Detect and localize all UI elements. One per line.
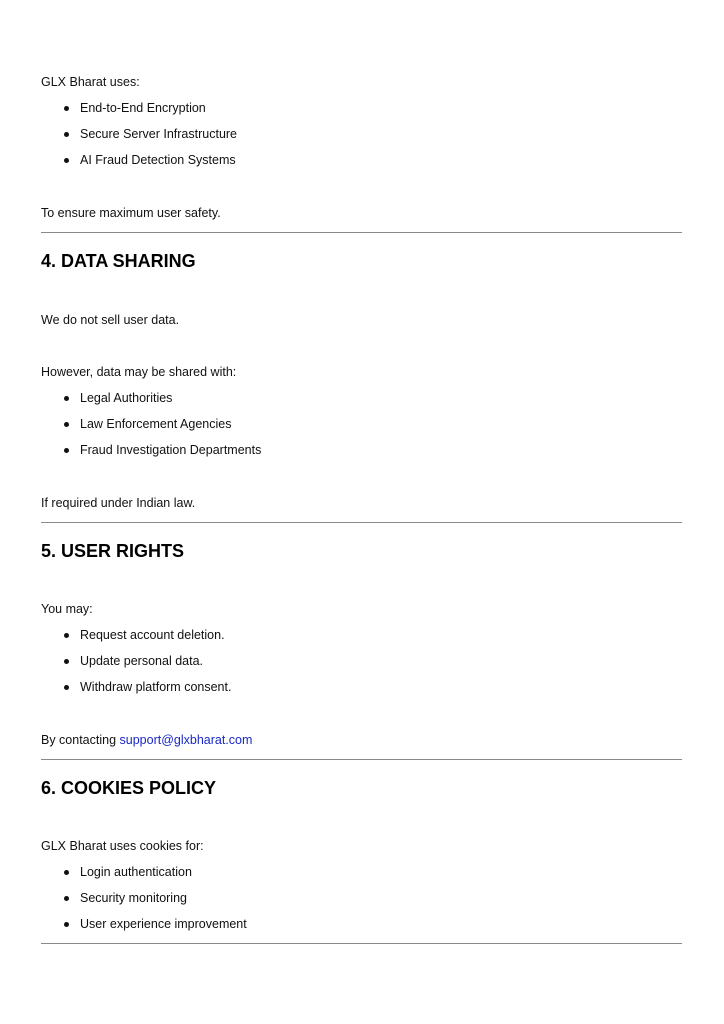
list-item: Withdraw platform consent.: [80, 680, 232, 694]
bullet-icon: [64, 922, 69, 927]
section-divider: [41, 759, 682, 760]
section-heading-data-sharing: 4. DATA SHARING: [41, 251, 196, 271]
data-sharing-para: We do not sell user data.: [41, 313, 180, 327]
section-heading-cookies-policy: 6. COOKIES POLICY: [41, 778, 217, 798]
bullet-icon: [64, 448, 69, 453]
list-item: Security monitoring: [80, 891, 187, 905]
support-email-link[interactable]: support@glxbharat.com: [119, 733, 253, 747]
security-intro: GLX Bharat uses:: [41, 75, 140, 89]
list-item: Law Enforcement Agencies: [80, 417, 232, 431]
bullet-icon: [64, 870, 69, 875]
list-item: User experience improvement: [80, 917, 247, 931]
user-rights-closing: [41, 732, 252, 748]
list-item: Secure Server Infrastructure: [80, 127, 238, 141]
list-item: Request account deletion.: [80, 628, 225, 642]
list-item: Legal Authorities: [80, 391, 173, 405]
bullet-icon: [64, 132, 69, 137]
list-item: Fraud Investigation Departments: [80, 443, 262, 457]
data-sharing-intro: However, data may be shared with:: [41, 365, 237, 379]
section-divider: [41, 522, 682, 523]
data-sharing-closing: If required under Indian law.: [41, 496, 196, 510]
section-divider: [41, 943, 682, 944]
list-item: Login authentication: [80, 865, 192, 879]
contact-prefix: By contacting: [41, 733, 120, 747]
section-divider: [41, 232, 682, 233]
bullet-icon: [64, 659, 69, 664]
bullet-icon: [64, 158, 69, 163]
security-closing: To ensure maximum user safety.: [41, 206, 221, 220]
bullet-icon: [64, 106, 69, 111]
list-item: End-to-End Encryption: [80, 101, 206, 115]
bullet-icon: [64, 896, 69, 901]
bullet-icon: [64, 396, 69, 401]
bullet-icon: [64, 633, 69, 638]
list-item: Update personal data.: [80, 654, 204, 668]
bullet-icon: [64, 422, 69, 427]
user-rights-intro: You may:: [41, 602, 93, 616]
cookies-intro: GLX Bharat uses cookies for:: [41, 839, 204, 853]
list-item: AI Fraud Detection Systems: [80, 153, 236, 167]
bullet-icon: [64, 685, 69, 690]
section-heading-user-rights: 5. USER RIGHTS: [41, 541, 185, 561]
